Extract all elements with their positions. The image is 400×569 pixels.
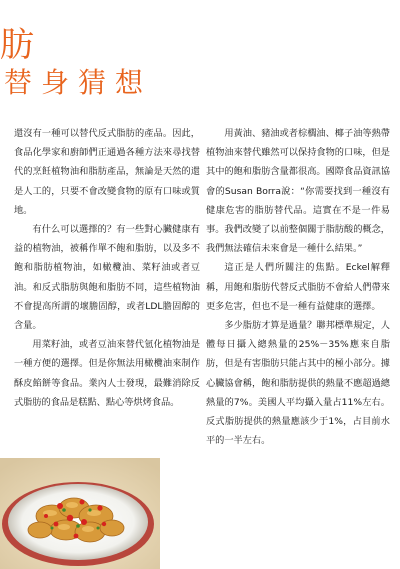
title-line-1: 肪 bbox=[0, 25, 35, 65]
title-line-2: 替身猜想 bbox=[4, 66, 153, 99]
paragraph: 這正是人們所關注的焦點。Eckel解釋稱，用飽和脂肪代替反式脂肪不會給人們帶來更多危害，但也不是一種有益健康的選擇。 bbox=[206, 262, 390, 312]
paragraph: 還沒有一種可以替代反式脂肪的產品。因此，食品化學家和廚師們正通過各種方法來尋找替代的烹飪植物油和脂肪產品，無論是天然的還是人工的，只要不會改變食物的原有口味或質地。 bbox=[14, 128, 200, 216]
fried-food-photo bbox=[0, 458, 160, 569]
right-column bbox=[206, 124, 390, 450]
paragraph: 用黃油、豬油或者棕櫚油、椰子油等熱帶植物油來替代雖然可以保持食物的口味，但是其中的飽和脂肪含量都很高。國際食品資訊協會的Susan Borra說：“你需要找到一種沒有健康危害的脂肪替代品。這實在不是一件易事。我們改變了以前整個關于脂肪酸的概念，我們無法確信未來會是一種什么結果。” bbox=[206, 128, 390, 255]
paragraph: 多少脂肪才算是過量？聯邦標準規定，人體每日攝入總熱量的25%－35%應來自脂肪，但是有害脂肪只能占其中的極小部分。據心臟協會稱，飽和脂肪提供的熱量不應超過總熱量的7%。美國人平均攝入量占11%左右。反式脂肪提供的熱量應該少于1%，占目前水平的一半左右。 bbox=[206, 320, 390, 447]
left-column bbox=[14, 124, 200, 412]
paragraph: 用菜籽油，或者豆油來替代氫化植物油是一種方便的選擇。但是你無法用橄欖油來制作酥皮餡餅等食品。業內人士發現，最難消除反式脂肪的食品是糕點、點心等烘烤食品。 bbox=[14, 339, 200, 408]
paragraph: 有什么可以選擇的？有一些對心臟健康有益的植物油，被稱作單不飽和脂肪，以及多不飽和脂肪植物油，如橄欖油、菜籽油或者豆油。和反式脂肪與飽和脂肪不同，這些植物油不會提高所謂的壞膽固醇，或者LDL膽固醇的含量。 bbox=[14, 224, 200, 332]
